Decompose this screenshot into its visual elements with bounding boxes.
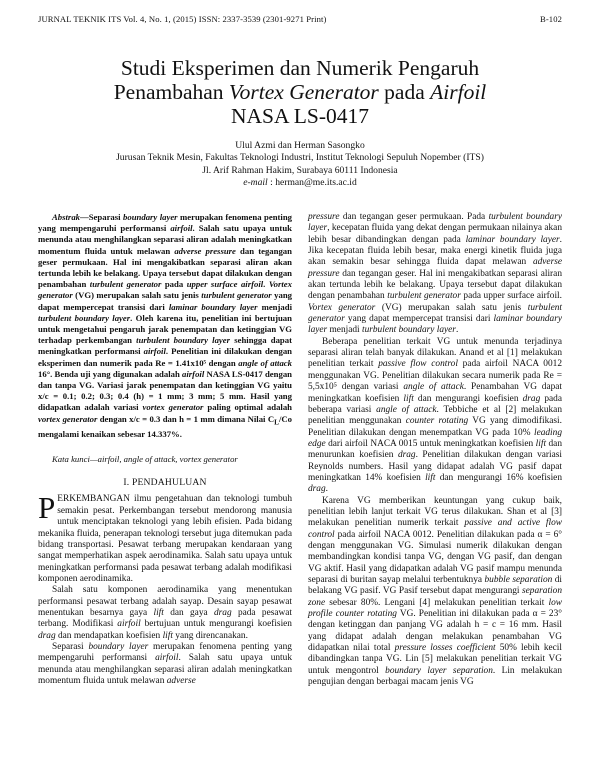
abstract (38, 212, 292, 440)
text: counter rotating (405, 416, 469, 427)
right-paragraph-2 (308, 337, 562, 496)
text: boundary layer separation (385, 665, 493, 676)
left-column (38, 212, 292, 688)
body-columns (38, 212, 562, 688)
text: lift (403, 393, 414, 404)
text: pressure losses coefficient (394, 643, 496, 654)
right-paragraph-3 (308, 496, 562, 689)
text: pada pesawat terbang. Modifikasi (38, 607, 292, 630)
text: pada upper surface airfoil. (460, 291, 562, 302)
text: . Salah satu upaya untuk menunda atau menghilangkan separasi aliran adalah meningkatkan momentum fluida untuk melawan (38, 223, 292, 256)
text: drag (38, 630, 56, 641)
text: , kecepatan fluida yang dekat dengan permukaan nilainya akan lebih besar dibandingkan dengan pada (308, 223, 562, 245)
text: (VG) merupakan salah satu jenis (72, 290, 202, 301)
text: 50% lebih kecil dibandingkan tanpa VG. Lin [5] melakukan penelitian terkait VG untuk mengontrol (308, 643, 562, 676)
text: Separasi (52, 641, 89, 652)
keywords (38, 454, 292, 465)
text: lift (153, 607, 164, 618)
text: dan menurunkan koefisien (308, 438, 562, 461)
text: yang dapat mempercepat transisi dari (38, 290, 292, 312)
text: vortex generator (142, 402, 204, 413)
text: lift (162, 630, 173, 641)
text: . Tebbiche et al [2] melakukan penelitian menggunakan (308, 404, 563, 427)
text: . (455, 325, 459, 336)
text: turbulent boundary layer (308, 212, 562, 234)
text: Vortex generator (308, 302, 376, 313)
text: merupakan fenomena penting yang mempengaruhi performansi (38, 212, 293, 234)
text: dan gaya (163, 607, 214, 618)
text: Beberapa penelitian terkait VG untuk menunda terjadinya separasi aliran telah banyak dilakukan. Anand et al [1] melakukan penelitian terkait (308, 336, 562, 370)
text: VG. Penelitian ini dilakukan pada α = 23° dengan ketinggan dan panjang VG adalah h = c = 16 mm. Hasil yang didapat adalah dengan melakukan penambahan VG didapatkan nilai total (308, 609, 562, 654)
text: airfoil (170, 223, 193, 234)
text: . Oleh karena itu, penelitian ini bertujuan untuk mengetahui pengaruh jarak penempatan dan ketinggian VG terhadap perkembangan (38, 312, 292, 346)
text: merupakan fenomena penting yang mempengaruhi performansi (38, 641, 292, 664)
text: 16°. Benda uji yang digunakan adalah (38, 368, 183, 379)
text: sehingga dapat meningkatkan performansi (38, 335, 292, 357)
author-names: Ulul Azmi dan Herman Sasongko (235, 140, 365, 151)
author-block (38, 140, 562, 190)
text: dari airfoil NACA 0015 untuk meningkatkan koefisien (325, 438, 536, 449)
intro-paragraph-3 (38, 642, 292, 687)
text: di belakang VG pasif. VG Pasif tersebut dapat mengurangi (308, 575, 562, 597)
right-column (308, 212, 562, 688)
title-italic-airfoil: Airfoil (430, 80, 487, 104)
text: dan tegangan geser permukaan. Hal ini mengakibatkan separasi aliran akan tertunda lebih ke belakang. Upaya tersebut dapat dilakukan dengan penambahan (38, 245, 292, 290)
text: leading edge (308, 427, 562, 449)
text: bubble separation (484, 575, 553, 585)
keywords-label: Kata kunci (52, 453, 90, 464)
journal-info: JURNAL TEKNIK ITS Vol. 4, No. 1, (2015) ISSN: 2337-3539 (2301-9271 Print) (38, 14, 327, 24)
text: . Penambahan VG dapat meningkatkan koefisien (308, 382, 563, 404)
page-number: B-102 (540, 14, 562, 24)
text: . Salah satu upaya untuk menunda atau menghilangkan separasi aliran adalah meningkatkan momentum fluida untuk melawan (38, 653, 292, 686)
author-affiliation: Jurusan Teknik Mesin, Fakultas Teknologi Industri, Institut Teknologi Sepuluh Nopember (ITS) (116, 152, 484, 164)
text: turbulent generator (308, 302, 562, 325)
text: drag (213, 607, 232, 618)
intro-paragraph-2 (38, 585, 292, 642)
author-email (38, 177, 562, 189)
text: pada beberapa variasi (308, 393, 562, 415)
text: adverse pressure (308, 257, 562, 279)
abstract-label: Abstrak (52, 212, 81, 222)
text: laminar boundary layer (308, 314, 562, 336)
text: lift (535, 438, 547, 449)
title-line-2 (38, 80, 562, 104)
title-italic-vg: Vortex Generator (228, 80, 379, 104)
running-header (38, 14, 562, 26)
text: . (325, 484, 328, 495)
text: laminar boundary layer (168, 301, 258, 312)
text: airfoil (143, 346, 166, 357)
text: boundary layer (88, 641, 149, 652)
text: dan mendapatkan koefisien (55, 630, 163, 641)
text: menjadi (257, 301, 292, 312)
email-value: : herman@me.its.ac.id (267, 177, 357, 189)
text: dan tegangan geser. Hal ini mengakibatkan separasi aliran akan tertunda lebih ke belakang. Upaya tersebut dapat dilakukan dengan penambahan (308, 268, 562, 302)
right-paragraph-1 (308, 212, 562, 337)
email-label: e-mail (243, 177, 268, 189)
text: drag (308, 484, 326, 495)
text: airfoil (155, 653, 179, 664)
text: sebesar 80%. Lengani [4] melakukan penelitian terkait (325, 597, 549, 608)
text: . Jika kecepatan fluida lebih besar, maka energi kinetik fluida juga akan semakin besar sehingga fluida dapat melawan (308, 234, 563, 268)
text: adverse (166, 675, 196, 686)
drop-cap: P (38, 490, 56, 526)
text: yang direncanakan. (172, 630, 248, 641)
keywords-text: —airfoil, angle of attack, vortex generator (89, 453, 238, 464)
text: . Lin melakukan pengujian dengan berbagai macam jenis VG (308, 665, 562, 688)
text: pressure (308, 212, 340, 222)
author-address: Jl. Arif Rahman Hakim, Surabaya 60111 Indonesia (202, 164, 398, 176)
text: menjadi (327, 325, 362, 336)
text: Vortex generator (38, 279, 293, 301)
intro-paragraph-1 (38, 490, 292, 585)
text: drag (522, 393, 541, 404)
text: turbulent boundary layer (361, 325, 456, 336)
text: dan tegangan geser permukaan. Pada (339, 212, 489, 222)
subscript: L (274, 418, 279, 427)
text: lift (425, 472, 436, 483)
text: turbulent boundary layer (38, 312, 131, 323)
text: laminar boundary layer (465, 234, 560, 245)
text: bertujuan untuk mengurangi koefisien (140, 619, 292, 630)
text: pada (161, 279, 187, 290)
text: angle of attack (376, 404, 437, 415)
text: Salah satu komponen aerodinamika yang menentukan performansi pesawat terbang adalah sayap. Desain sayap pesawat menentukan besarnya gaya (38, 585, 292, 618)
text: pada airfoil NACA 0012 menggunakan VG. Penelitian dilakukan secara numerik pada Re = 5,5x10⁵ dengan variasi (308, 359, 562, 393)
text: airfoil (117, 619, 141, 630)
text: . (263, 279, 269, 290)
text: adverse pressure (174, 245, 236, 256)
text: upper surface airfoil (186, 279, 264, 290)
text: turbulent boundary layer (136, 335, 231, 346)
text: turbulent generator (201, 290, 272, 301)
text: boundary layer (123, 212, 178, 222)
text: dengan x/c = 0.3 dan h = 1 mm dimana Nilai C (97, 413, 275, 424)
text: Karena VG memberikan keuntungan yang cukup baik, penelitian lebih lanjut terkait VG terus dilakukan. Shan et al [3] melakukan penelitian numerik terkait (308, 495, 562, 529)
text: VG yang dimodifikasi. Penelitian dilakukan dengan menempatkan VG pada 10% (308, 416, 562, 438)
text: turbulent generator (89, 279, 162, 290)
text: pada airfoil NACA 0012. Penelitian dilakukan pada α = 6° dengan menggunakan VG. Simulasi numerik dilakukan dengan membandingkan kondisi tanpa VG, dengan VG pasif, dan dengan VG aktif. Hasil yang didapatkan adalah VG pasif mampu menunda separasi di buritan sayap melalui terbentuknya (308, 529, 562, 585)
text: drag (397, 450, 416, 461)
text: vortex generator (38, 413, 98, 424)
text: —Separasi (80, 212, 123, 222)
text: passive and active flow control (308, 518, 562, 540)
text: airfoil (182, 368, 205, 379)
title-line-1: Studi Eksperimen dan Numerik Pengaruh (120, 56, 480, 80)
title-text: Penambahan (113, 80, 229, 104)
text: separation zone (308, 586, 562, 608)
text: dan mengurangi koefisien (413, 393, 523, 404)
paper-title (38, 56, 562, 128)
text: ilmu pengetahuan dan teknologi tumbuh semakin pesat. Perkembangan tersebut mendorong manusia untuk menciptakan teknologi yang lebih efisien. Pada bidang mekanika fluida, penerapan teknologi tersebut juga ditemukan pada bidang transportasi. Pesawat terbang merupakan kendaraan yang sangat memperhatikan aspek aerodinamika. Salah satu upaya untuk meningkatkan performansi pada pesawat terbang adalah modifikasi komponen aerodinamika. (38, 494, 292, 584)
text: dan mengurangi 16% koefisien (435, 472, 562, 483)
text: /Co mengalami kenaikan sebesar 14.337%. (38, 413, 292, 439)
text: low profile counter rotating (308, 597, 562, 620)
text: angle of attack (238, 357, 292, 368)
section-heading-introduction: I. PENDAHULUAN (123, 477, 207, 489)
text: passive flow control (378, 359, 458, 370)
text: ERKEMBANGAN (57, 494, 130, 505)
text: turbulent generator (387, 291, 461, 302)
text: yang dapat mempercepat transisi dari (344, 314, 494, 325)
text: . Penelitian dilakukan dengan variasi Reynolds numbers. Hasil yang didapat adalah VG pasif dapat meningkatkan 14% koefisien (308, 450, 562, 483)
text: . Penelitian ini dilakukan dengan eksperimen dan numerik pada Re = 1.41x10⁵ dengan (38, 346, 292, 368)
text: (VG) merupakan salah satu jenis (375, 302, 528, 313)
text: angle of attack (403, 382, 464, 393)
title-text: pada (378, 80, 431, 104)
text: paling optimal adalah (203, 402, 293, 413)
title-line-3: NASA LS-0417 (231, 104, 369, 128)
text: NASA LS-0417 dengan dan tanpa VG. Variasi jarak penempatan dan ketinggian VG yaitu x/c = 0.1; 0.2; 0.3; 0.4 (h) = 1 mm; 3 mm; 5 mm. Hasil yang didapatkan adalah variasi (38, 368, 293, 413)
